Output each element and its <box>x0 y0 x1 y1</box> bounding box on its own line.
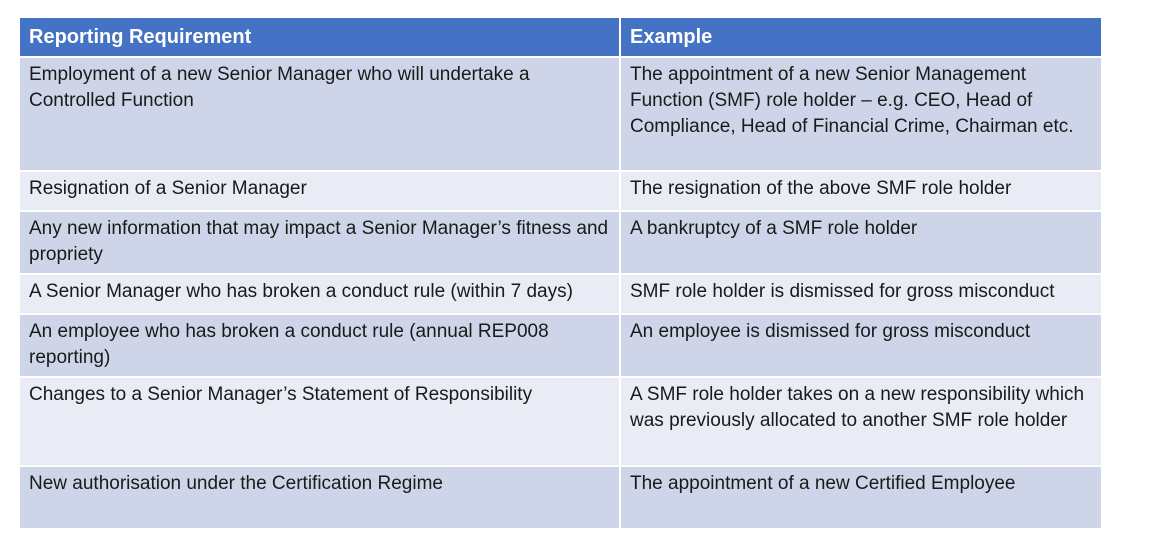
example-cell: A SMF role holder takes on a new responsibility which was previously allocated to another SMF role holder <box>620 377 1102 466</box>
example-cell: SMF role holder is dismissed for gross misconduct <box>620 274 1102 314</box>
requirement-cell: Any new information that may impact a Senior Manager’s fitness and propriety <box>19 211 620 274</box>
requirement-cell: Changes to a Senior Manager’s Statement of Responsibility <box>19 377 620 466</box>
table-row <box>19 314 1102 377</box>
table-row <box>19 57 1102 171</box>
requirement-cell: Resignation of a Senior Manager <box>19 171 620 211</box>
requirement-cell: Employment of a new Senior Manager who will undertake a Controlled Function <box>19 57 620 171</box>
reporting-requirements-table <box>18 16 1103 530</box>
example-cell: The appointment of a new Senior Management Function (SMF) role holder – e.g. CEO, Head of Compliance, Head of Financial Crime, Chairman etc. <box>620 57 1102 171</box>
example-cell: A bankruptcy of a SMF role holder <box>620 211 1102 274</box>
table-row <box>19 274 1102 314</box>
requirement-cell: An employee who has broken a conduct rule (annual REP008 reporting) <box>19 314 620 377</box>
requirement-cell: New authorisation under the Certification Regime <box>19 466 620 529</box>
table-header-row <box>19 17 1102 57</box>
table-row <box>19 377 1102 466</box>
example-cell: The appointment of a new Certified Employee <box>620 466 1102 529</box>
table-row <box>19 211 1102 274</box>
example-cell: The resignation of the above SMF role holder <box>620 171 1102 211</box>
table-row <box>19 466 1102 529</box>
column-header-example: Example <box>620 17 1102 57</box>
column-header-reporting-requirement: Reporting Requirement <box>19 17 620 57</box>
table-row <box>19 171 1102 211</box>
requirement-cell: A Senior Manager who has broken a conduct rule (within 7 days) <box>19 274 620 314</box>
example-cell: An employee is dismissed for gross misconduct <box>620 314 1102 377</box>
